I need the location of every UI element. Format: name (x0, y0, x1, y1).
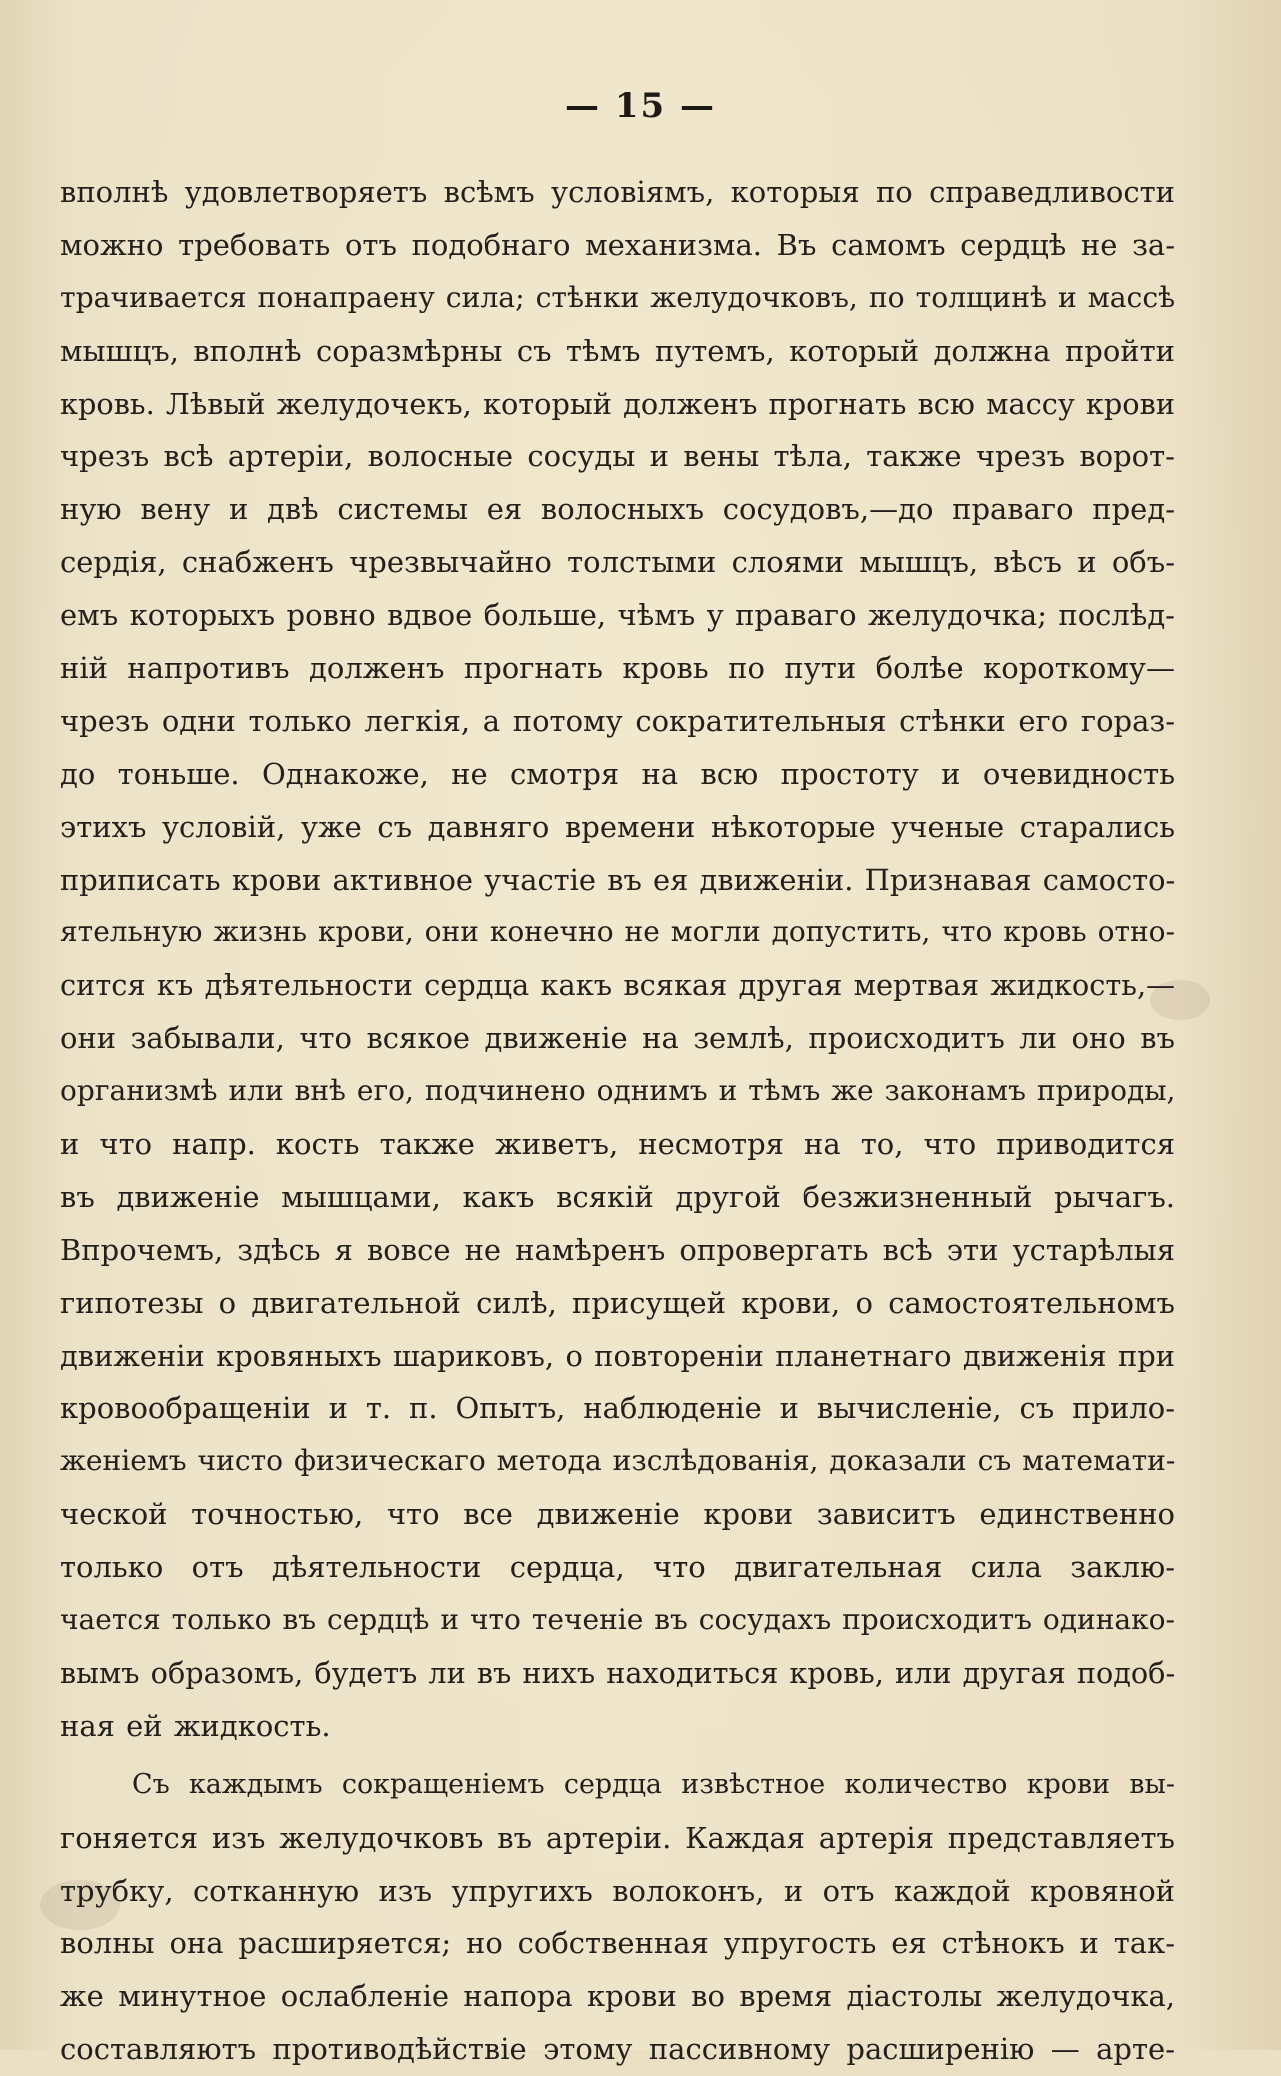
text-line: только отъ дѣятельности сердца, что двигательная сила заклю- (60, 1550, 1175, 1585)
text-line: движеніи кровяныхъ шариковъ, о повтореніи планетнаго движенія при (60, 1338, 1175, 1373)
text-line: ній напротивъ долженъ прогнать кровь по пути болѣе короткому— (60, 651, 1175, 686)
paragraph (60, 166, 1175, 1753)
text-line: мышцъ, вполнѣ соразмѣрны съ тѣмъ путемъ, который должна пройти (60, 333, 1175, 368)
text-line: приписать крови активное участіе въ ея движеніи. Признавая самосто- (60, 862, 1176, 897)
text-line: Съ каждымъ сокращеніемъ сердца извѣстное количество крови вы- (132, 1768, 1175, 1800)
paragraph (60, 1759, 1175, 2076)
text-line: сится къ дѣятельности сердца какъ всякая другая мертвая жидкость,— (60, 968, 1175, 1003)
text-line: женіемъ чисто физическаго метода изслѣдованія, доказали съ математи- (60, 1444, 1176, 1478)
text-line: же минутное ослабленіе напора крови во время діастолы желудочка, (60, 1979, 1175, 2014)
text-line: кровообращеніи и т. п. Опытъ, наблюденіе и вычисленіе, съ прило- (60, 1391, 1175, 1426)
text-line: составляютъ противодѣйствіе этому пассивному расширенію — арте- (60, 2032, 1175, 2067)
text-line: чрезъ одни только легкія, а потому сократительныя стѣнки его гораз- (60, 703, 1175, 738)
text-line: емъ которыхъ ровно вдвое больше, чѣмъ у праваго желудочка; послѣд- (60, 598, 1175, 633)
text-line: организмѣ или внѣ его, подчинено однимъ и тѣмъ же законамъ природы, (60, 1074, 1176, 1108)
text-line: они забывали, что всякое движеніе на землѣ, происходитъ ли оно въ (60, 1021, 1175, 1056)
text-line: гоняется изъ желудочковъ въ артеріи. Каждая артерія представляетъ (60, 1820, 1175, 1855)
text-line: ная ей жидкость. (60, 1708, 331, 1743)
text-line: трачивается понапраену сила; стѣнки желудочковъ, по толщинѣ и массѣ (60, 280, 1176, 314)
text-line: въ движеніе мышцами, какъ всякій другой безжизненный рычагъ. (60, 1179, 1175, 1214)
text-line: этихъ условій, уже съ давняго времени нѣкоторые ученые старались (60, 809, 1175, 844)
text-line: ятельную жизнь крови, они конечно не могли допустить, что кровь отно- (60, 915, 1175, 949)
text-line: гипотезы о двигательной силѣ, присущей крови, о самостоятельномъ (60, 1285, 1175, 1320)
text-line: до тоньше. Однакоже, не смотря на всю простоту и очевидность (60, 756, 1175, 791)
page-number: — 15 — (565, 86, 716, 126)
body-text (60, 166, 1175, 2076)
text-line: волны она расширяется; но собственная упругость ея стѣнокъ и так- (60, 1926, 1175, 1961)
text-line: вымъ образомъ, будетъ ли въ нихъ находиться кровь, или другая подоб- (60, 1655, 1176, 1690)
text-line: сердія, снабженъ чрезвычайно толстыми слоями мышцъ, вѣсъ и объ- (60, 545, 1175, 580)
text-line: и что напр. кость также живетъ, несмотря на то, что приводится (60, 1127, 1175, 1162)
text-line: кровь. Лѣвый желудочекъ, который долженъ прогнать всю массу крови (60, 386, 1175, 421)
text-line: трубку, сотканную изъ упругихъ волоконъ, и отъ каждой кровяной (60, 1873, 1175, 1908)
text-line: можно требовать отъ подобнаго механизма. Въ самомъ сердцѣ не за- (60, 227, 1175, 262)
text-line: чрезъ всѣ артеріи, волосные сосуды и вены тѣла, также чрезъ ворот- (60, 439, 1175, 474)
text-line: ную вену и двѣ системы ея волосныхъ сосудовъ,—до праваго пред- (60, 492, 1175, 527)
text-line: чается только въ сердцѣ и что теченіе въ сосудахъ происходитъ одинако- (60, 1603, 1175, 1637)
text-line: вполнѣ удовлетворяетъ всѣмъ условіямъ, которыя по справедливости (60, 175, 1175, 209)
text-line: Впрочемъ, здѣсь я вовсе не намѣренъ опровергать всѣ эти устарѣлыя (60, 1232, 1175, 1267)
text-line: ческой точностью, что все движеніе крови зависитъ единственно (60, 1497, 1175, 1532)
